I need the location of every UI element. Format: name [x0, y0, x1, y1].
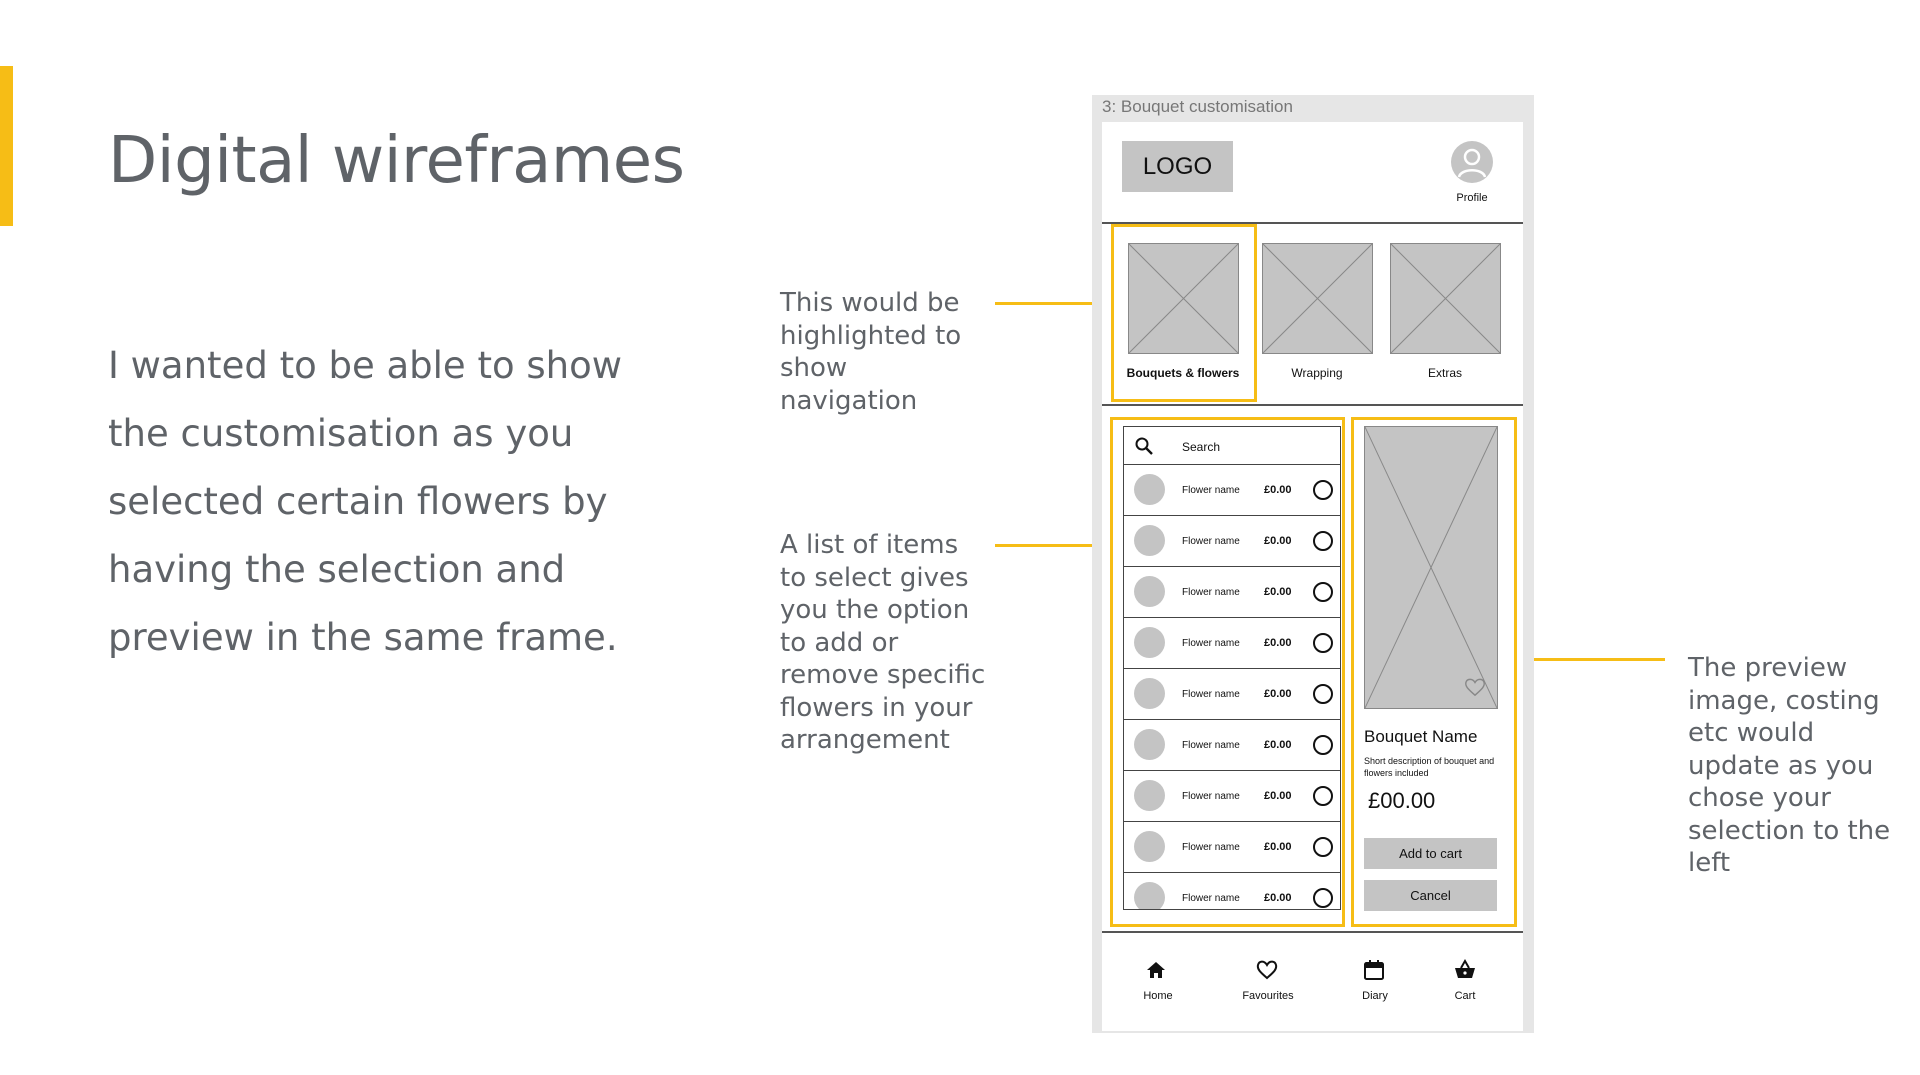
flower-price: £0.00: [1264, 841, 1292, 853]
annotation-navigation: This would be highlighted to show navigation: [780, 288, 962, 416]
flower-price: £0.00: [1264, 535, 1292, 547]
bouquet-price: £00.00: [1368, 788, 1436, 813]
flower-name: Flower name: [1182, 842, 1240, 853]
bottom-nav-divider: [1102, 931, 1523, 933]
flower-name: Flower name: [1182, 536, 1240, 547]
slide-title: Digital wireframes: [108, 124, 685, 198]
category-label-wrapping: Wrapping: [1291, 366, 1343, 380]
frame-label: 3: Bouquet customisation: [1102, 97, 1293, 116]
category-tile-extras[interactable]: [1390, 243, 1501, 354]
flower-price: £0.00: [1264, 790, 1292, 802]
cancel-button[interactable]: Cancel: [1364, 880, 1497, 911]
connector-preview: [1526, 658, 1665, 661]
category-divider: [1102, 404, 1523, 406]
nav-label-home[interactable]: Home: [1143, 990, 1173, 1002]
heart-icon[interactable]: [1255, 958, 1279, 982]
slide-body: I wanted to be able to show the customisation as you selected certain flowers by having the selection and preview in the same frame.: [108, 344, 622, 659]
logo[interactable]: LOGO: [1122, 141, 1233, 192]
category-label-bouquets: Bouquets & flowers: [1126, 366, 1240, 380]
home-icon[interactable]: [1144, 958, 1168, 982]
flower-price: £0.00: [1264, 484, 1292, 496]
nav-label-favourites[interactable]: Favourites: [1242, 990, 1294, 1002]
category-tile-wrapping[interactable]: [1262, 243, 1373, 354]
bouquet-name: Bouquet Name: [1364, 727, 1478, 746]
flower-price: £0.00: [1264, 739, 1292, 751]
flower-price: £0.00: [1264, 586, 1292, 598]
nav-label-cart[interactable]: Cart: [1454, 990, 1476, 1002]
flower-price: £0.00: [1264, 688, 1292, 700]
add-to-cart-button[interactable]: Add to cart: [1364, 838, 1497, 869]
annotation-list: A list of items to select gives you the option to add or remove specific flowers in your arrangement: [780, 530, 986, 755]
highlight-list: [1110, 417, 1345, 927]
flower-name: Flower name: [1182, 740, 1240, 751]
flower-name: Flower name: [1182, 689, 1240, 700]
highlight-preview: [1351, 417, 1517, 927]
annotation-preview: The preview image, costing etc would update as you chose your selection to the left: [1688, 653, 1891, 878]
highlight-navigation: [1111, 224, 1257, 402]
search-input[interactable]: Search: [1182, 440, 1221, 454]
flower-name: Flower name: [1182, 587, 1240, 598]
flower-name: Flower name: [1182, 638, 1240, 649]
flower-name: Flower name: [1182, 893, 1240, 904]
profile-label: Profile: [1456, 192, 1488, 204]
basket-icon[interactable]: [1453, 958, 1477, 982]
nav-label-diary[interactable]: Diary: [1362, 990, 1388, 1002]
flower-name: Flower name: [1182, 485, 1240, 496]
accent-bar: [0, 66, 13, 226]
flower-price: £0.00: [1264, 637, 1292, 649]
flower-name: Flower name: [1182, 791, 1240, 802]
category-label-extras: Extras: [1427, 366, 1462, 380]
calendar-icon[interactable]: [1362, 958, 1386, 982]
profile-icon[interactable]: [1451, 141, 1493, 183]
bouquet-description: Short description of bouquet and flowers included: [1364, 756, 1495, 778]
flower-price: £0.00: [1264, 892, 1292, 904]
